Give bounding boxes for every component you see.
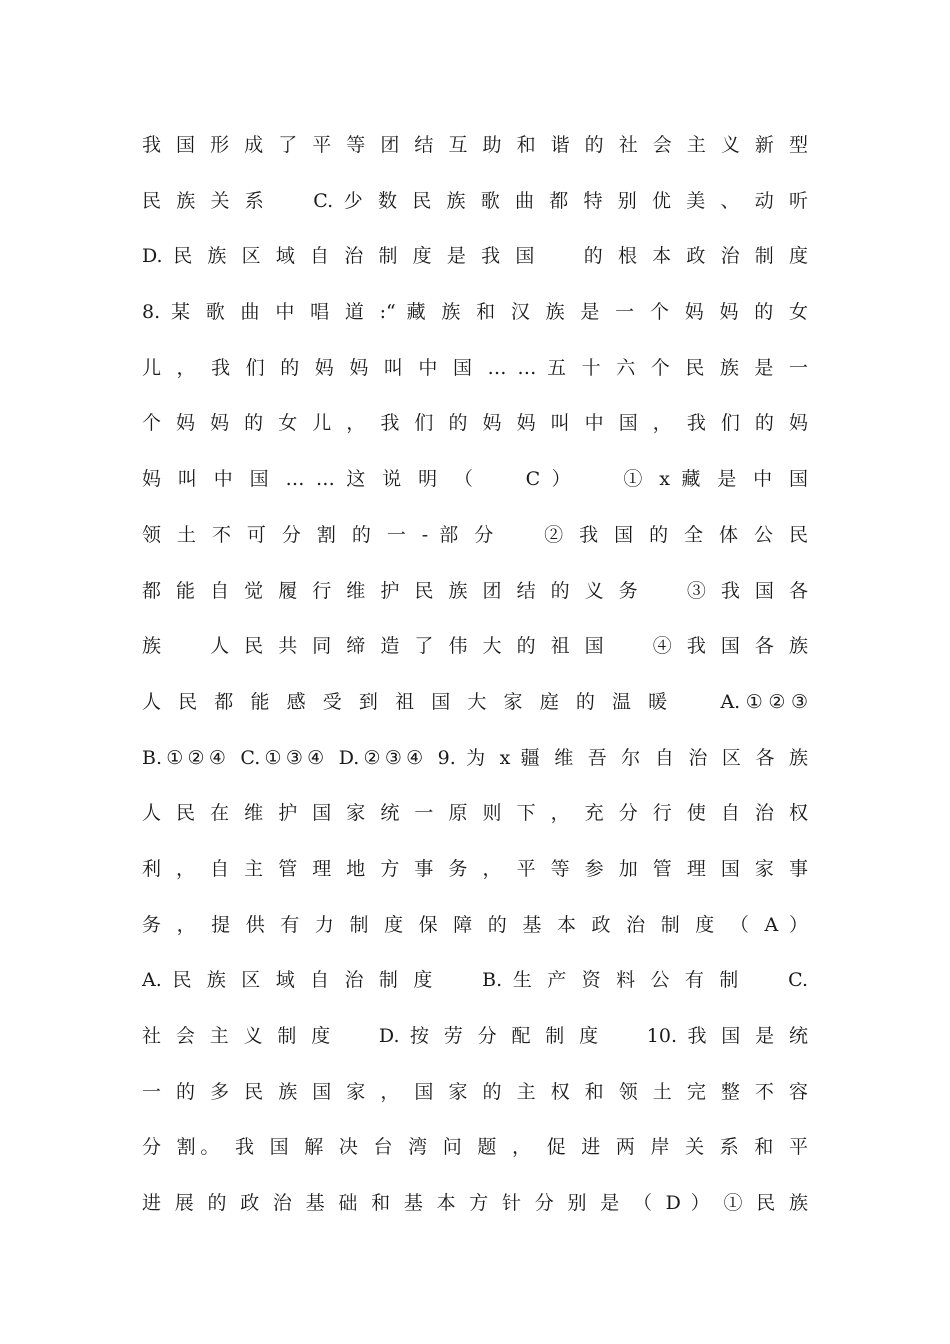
text-line: 我 国 形 成 了 平 等 团 结 互 助 和 谐 的 社 会 主 义 新 型 (142, 134, 808, 156)
text-line: 人 民 在 维 护 国 家 统 一 原 则 下 ， 充 分 行 使 自 治 权 (142, 802, 808, 825)
text-line: 妈 叫 中 国 … … 这 说 明 （ C ） ① x 藏 是 中 国 (142, 468, 808, 491)
text-line: 人 民 都 能 感 受 到 祖 国 大 家 庭 的 温 暖 A.①②③ (142, 690, 808, 713)
text-line: D. 民 族 区 域 自 治 制 度 是 我 国 的 根 本 政 治 制 度 (142, 245, 808, 268)
text-line: 分 割。 我 国 解 决 台 湾 问 题 ， 促 进 两 岸 关 系 和 平 (142, 1136, 808, 1159)
text-line: B.①②④ C.①③④ D.②③④ 9. 为 x 疆 维 吾 尔 自 治 区 各 族 (142, 746, 808, 769)
text-line: 儿 ， 我 们 的 妈 妈 叫 中 国 … … 五 十 六 个 民 族 是 一 (142, 356, 808, 379)
text-line: 领 土 不 可 分 割 的 一 - 部 分 ② 我 国 的 全 体 公 民 (142, 523, 808, 546)
question-text-block (142, 123, 808, 1237)
text-line: 务 ， 提 供 有 力 制 度 保 障 的 基 本 政 治 制 度 （ A ） (142, 913, 808, 936)
text-line: 民 族 关 系 C. 少 数 民 族 歌 曲 都 特 别 优 美 、 动 听 (142, 189, 808, 212)
text-line: 进 展 的 政 治 基 础 和 基 本 方 针 分 别 是 （ D ） ① 民 族 (142, 1192, 808, 1215)
text-line: 利 ， 自 主 管 理 地 方 事 务 ， 平 等 参 加 管 理 国 家 事 (142, 857, 808, 880)
text-line: 一 的 多 民 族 国 家 ， 国 家 的 主 权 和 领 土 完 整 不 容 (142, 1080, 808, 1103)
text-line: 社 会 主 义 制 度 D. 按 劳 分 配 制 度 10. 我 国 是 统 (142, 1025, 808, 1047)
text-line: A. 民 族 区 域 自 治 制 度 B. 生 产 资 料 公 有 制 C. (142, 969, 808, 992)
text-line: 8. 某 歌 曲 中 唱 道 :“ 藏 族 和 汉 族 是 一 个 妈 妈 的 女 (142, 301, 808, 324)
text-line: 个 妈 妈 的 女 儿 ， 我 们 的 妈 妈 叫 中 国 ， 我 们 的 妈 (142, 412, 808, 435)
text-line: 都 能 自 觉 履 行 维 护 民 族 团 结 的 义 务 ③ 我 国 各 (142, 579, 808, 602)
text-line: 族 人 民 共 同 缔 造 了 伟 大 的 祖 国 ④ 我 国 各 族 (142, 635, 808, 658)
